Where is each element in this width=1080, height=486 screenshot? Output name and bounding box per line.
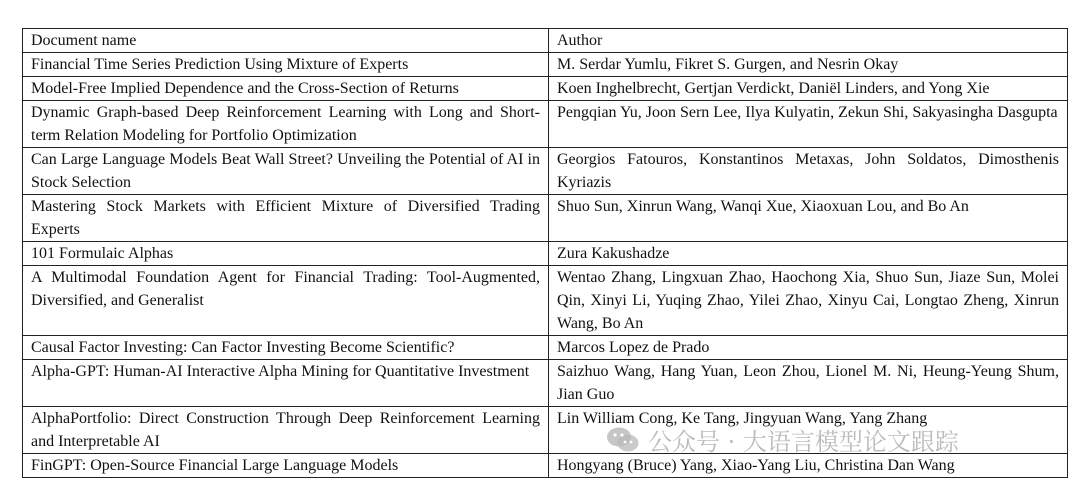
author-cell: Shuo Sun, Xinrun Wang, Wanqi Xue, Xiaoxuan Lou, and Bo An — [549, 195, 1068, 242]
documents-table — [22, 28, 1068, 478]
header-author: Author — [549, 29, 1068, 53]
document-name-cell: Can Large Language Models Beat Wall Street? Unveiling the Potential of AI in Stock Selection — [23, 148, 549, 195]
document-name-cell: Model-Free Implied Dependence and the Cross-Section of Returns — [23, 77, 549, 101]
document-name-cell: Alpha-GPT: Human-AI Interactive Alpha Mining for Quantitative Investment — [23, 360, 549, 407]
author-cell: Zura Kakushadze — [549, 242, 1068, 266]
author-cell: Koen Inghelbrecht, Gertjan Verdickt, Daniël Linders, and Yong Xie — [549, 77, 1068, 101]
table-row — [23, 242, 1068, 266]
author-cell: Pengqian Yu, Joon Sern Lee, Ilya Kulyatin, Zekun Shi, Sakyasingha Dasgupta — [549, 101, 1068, 148]
document-name-cell: Financial Time Series Prediction Using Mixture of Experts — [23, 53, 549, 77]
author-cell: Marcos Lopez de Prado — [549, 336, 1068, 360]
table-row — [23, 336, 1068, 360]
header-document-name: Document name — [23, 29, 549, 53]
document-name-cell: Causal Factor Investing: Can Factor Investing Become Scientific? — [23, 336, 549, 360]
author-cell: M. Serdar Yumlu, Fikret S. Gurgen, and Nesrin Okay — [549, 53, 1068, 77]
document-name-cell: 101 Formulaic Alphas — [23, 242, 549, 266]
table-row — [23, 407, 1068, 454]
author-cell: Saizhuo Wang, Hang Yuan, Leon Zhou, Lionel M. Ni, Heung-Yeung Shum, Jian Guo — [549, 360, 1068, 407]
table-row — [23, 454, 1068, 478]
table-row — [23, 266, 1068, 336]
table-row — [23, 101, 1068, 148]
document-name-cell: AlphaPortfolio: Direct Construction Through Deep Reinforcement Learning and Interpretable AI — [23, 407, 549, 454]
document-name-cell: Dynamic Graph-based Deep Reinforcement Learning with Long and Short-term Relation Modeling for Portfolio Optimization — [23, 101, 549, 148]
document-name-cell: FinGPT: Open-Source Financial Large Language Models — [23, 454, 549, 478]
table-row — [23, 53, 1068, 77]
table-row — [23, 195, 1068, 242]
author-cell: Hongyang (Bruce) Yang, Xiao-Yang Liu, Christina Dan Wang — [549, 454, 1068, 478]
table-header-row — [23, 29, 1068, 53]
author-cell: Lin William Cong, Ke Tang, Jingyuan Wang, Yang Zhang — [549, 407, 1068, 454]
author-cell: Georgios Fatouros, Konstantinos Metaxas, John Soldatos, Dimosthenis Kyriazis — [549, 148, 1068, 195]
document-name-cell: Mastering Stock Markets with Efficient Mixture of Diversified Trading Experts — [23, 195, 549, 242]
table-row — [23, 360, 1068, 407]
table-row — [23, 77, 1068, 101]
watermark-text: 公众号 · 大语言模型论文跟踪 — [648, 428, 959, 456]
table-row — [23, 148, 1068, 195]
document-name-cell: A Multimodal Foundation Agent for Financial Trading: Tool-Augmented, Diversified, and Generalist — [23, 266, 549, 336]
author-cell: Wentao Zhang, Lingxuan Zhao, Haochong Xia, Shuo Sun, Jiaze Sun, Molei Qin, Xinyi Li, Yuqing Zhao, Yilei Zhao, Xinyu Cai, Longtao Zheng, Xinrun Wang, Bo An — [549, 266, 1068, 336]
